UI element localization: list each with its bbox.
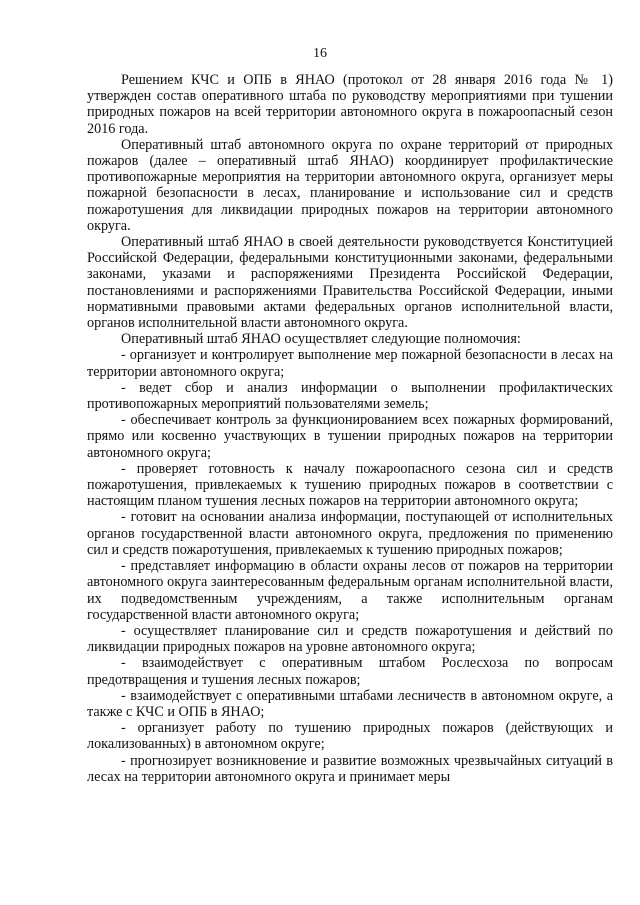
page-number: 16 (313, 46, 327, 61)
list-item: - осуществляет планирование сил и средств пожаротушения и действий по ликвидации природных пожаров на уровне автономного округа; (87, 622, 613, 656)
list-item: - организует работу по тушению природных пожаров (действующих и локализованных) в автономном округе; (87, 720, 613, 753)
document-body (87, 72, 613, 785)
list-item: - ведет сбор и анализ информации о выполнении профилактических противопожарных мероприятий пользователями земель; (87, 379, 613, 413)
powers-list (87, 347, 613, 784)
paragraph-powers-intro: Оперативный штаб ЯНАО осуществляет следующие полномочия: (121, 331, 521, 348)
list-item: - взаимодействует с оперативными штабами лесничеств в автономном округе, а также с КЧС и ОПБ в ЯНАО; (87, 687, 613, 720)
list-item: - обеспечивает контроль за функционированием всех пожарных формирований, прямо или косвенно участвующих в тушении природных пожаров на территории автономного округа; (87, 412, 613, 461)
paragraph-operational-staff: Оперативный штаб автономного округа по охране территорий от природных пожаров (далее – оперативный штаб ЯНАО) координирует профилактические противопожарные мероприятия на территории автономного округа, организует меры пожарной безопасности в лесах, планирование и использование сил и средств пожаротушения для ликвидации природных пожаров на территории автономного округа. (87, 136, 613, 234)
list-item: - представляет информацию в области охраны лесов от пожаров на территории автономного округа заинтересованным федеральным органам исполнительной власти, их подведомственным учреждениям, а также исполнительным органам государственной власти автономного округа; (87, 558, 613, 623)
list-item: - взаимодействует с оперативным штабом Рослесхоза по вопросам предотвращения и тушения лесных пожаров; (87, 655, 613, 688)
list-item: - готовит на основании анализа информации, поступающей от исполнительных органов государственной власти автономного округа, предложения по применению сил и средств пожаротушения, привлекаемых к тушению природных пожаров; (87, 509, 613, 558)
paragraph-decision: Решением КЧС и ОПБ в ЯНАО (протокол от 28 января 2016 года № 1) утвержден состав оперативного штаба по руководству мероприятиями при тушении природных пожаров на всей территории автономного округа в пожароопасный сезон 2016 года. (87, 72, 613, 137)
list-item: - прогнозирует возникновение и развитие возможных чрезвычайных ситуаций в лесах на территории автономного округа и принимает меры (87, 752, 613, 785)
list-item: - проверяет готовность к началу пожароопасного сезона сил и средств пожаротушения, привлекаемых к тушению природных пожаров в соответствии с настоящим планом тушения лесных пожаров на территории автономного округа; (87, 460, 613, 510)
list-item: - организует и контролирует выполнение мер пожарной безопасности в лесах на территории автономного округа; (87, 347, 613, 380)
paragraph-legal-basis: Оперативный штаб ЯНАО в своей деятельности руководствуется Конституцией Российской Федерации, федеральными конституционными законами, федеральными законами, указами и распоряжениями Президента Российской Федерации, постановлениями и распоряжениями Правительства Российской Федерации, иными нормативными правовыми актами федеральных органов исполнительной власти, органов исполнительной власти автономного округа. (87, 234, 613, 332)
